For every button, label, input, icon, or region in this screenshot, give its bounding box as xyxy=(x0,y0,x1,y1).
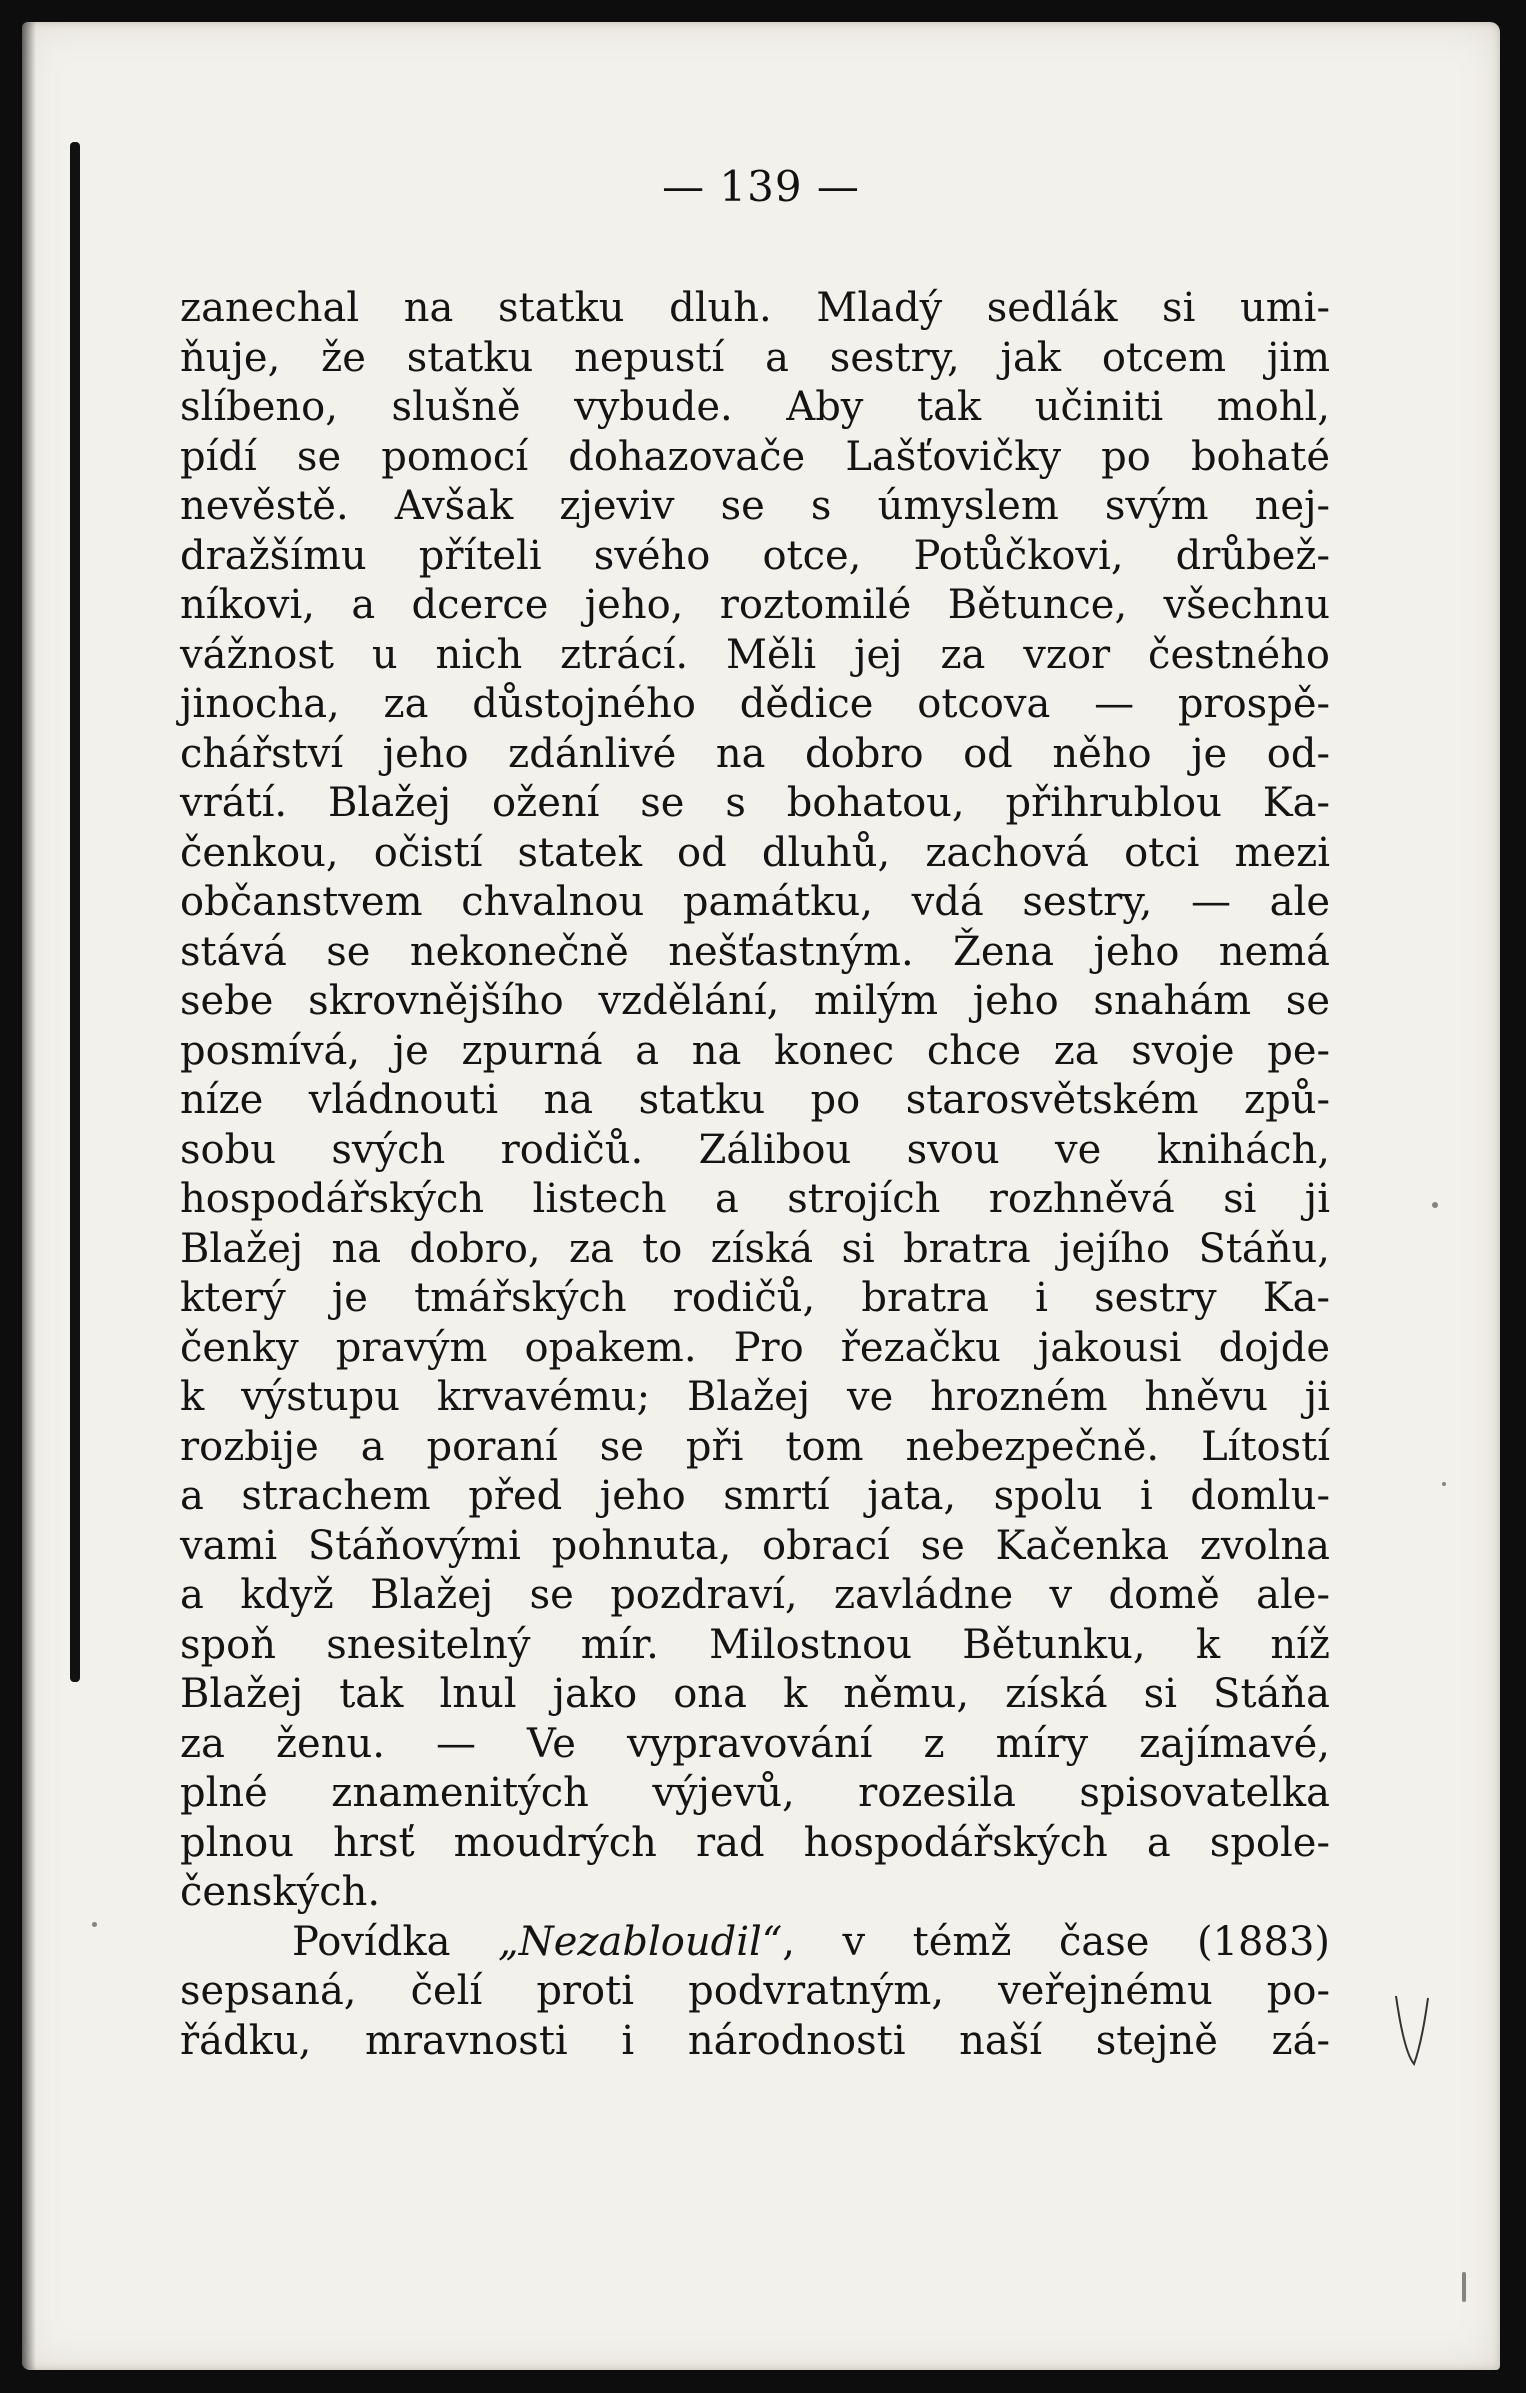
ink-speck xyxy=(92,1922,97,1927)
book-title: „Nezabloudil“ xyxy=(498,1918,783,1965)
ink-speck xyxy=(1462,2272,1466,2302)
text-line: rozbije a poraní se při tom nebezpečně. Lítostí xyxy=(180,1423,1330,1470)
text-line: Blažej tak lnul jako ona k němu, získá si Stáňa xyxy=(180,1671,1330,1717)
body-text xyxy=(180,284,1330,2066)
text-line: čenských. xyxy=(180,1869,381,1915)
text-line: a strachem před jeho smrtí jata, spolu i domlu- xyxy=(180,1473,1330,1519)
paper-sheet xyxy=(22,22,1500,2370)
text-line: řádku, mravnosti i národnosti naší stejně zá- xyxy=(180,2017,1330,2064)
text-line: slíbeno, slušně vybude. Aby tak učiniti mohl, xyxy=(180,384,1330,430)
text-line: stává se nekonečně nešťastným. Žena jeho nemá xyxy=(180,928,1330,975)
ink-flourish xyxy=(1392,1992,1432,2072)
text-fragment: Povídka xyxy=(292,1918,499,1965)
text-line: čenky pravým opakem. Pro řezačku jakousi dojde xyxy=(180,1324,1330,1371)
text-line: sepsaná, čelí proti podvratným, veřejnému po- xyxy=(180,1968,1330,2014)
text-line: níze vládnouti na statku po starosvětském způ- xyxy=(180,1077,1330,1123)
text-line: sobu svých rodičů. Zálibou svou ve knihách, xyxy=(180,1126,1330,1173)
page-number: — 139 — xyxy=(662,162,860,211)
text-line: čenkou, očistí statek od dluhů, zachová otci mezi xyxy=(180,829,1330,876)
ink-speck xyxy=(1432,1202,1438,1208)
text-line: a když Blažej se pozdraví, zavládne v domě ale- xyxy=(180,1572,1330,1618)
text-line: pídí se pomocí dohazovače Lašťovičky po bohaté xyxy=(180,433,1330,480)
text-line: hospodářských listech a strojích rozhněvá si ji xyxy=(180,1176,1330,1222)
text-line: ňuje, že statku nepustí a sestry, jak otcem jim xyxy=(180,334,1330,381)
text-line xyxy=(180,1918,1330,1968)
text-line: spoň snesitelný mír. Milostnou Bětunku, k níž xyxy=(180,1621,1330,1668)
text-line: chářství jeho zdánlivé na dobro od něho je od- xyxy=(180,730,1330,777)
paragraph-2 xyxy=(180,1918,1330,2067)
text-line: jinocha, za důstojného dědice otcova — prospě- xyxy=(180,681,1330,727)
text-line: vážnost u nich ztrácí. Měli jej za vzor čestného xyxy=(180,631,1330,678)
text-line: plné znamenitých výjevů, rozesila spisovatelka xyxy=(180,1770,1330,1816)
text-line: zanechal na statku dluh. Mladý sedlák si umi- xyxy=(180,285,1330,331)
text-line: Blažej na dobro, za to získá si bratra jejího Stáňu, xyxy=(180,1225,1330,1272)
paragraph-1 xyxy=(180,284,1330,1918)
ink-speck xyxy=(1442,1482,1446,1486)
text-line: dražšímu příteli svého otce, Potůčkovi, drůbež- xyxy=(180,532,1330,579)
text-line: vami Stáňovými pohnuta, obrací se Kačenka zvolna xyxy=(180,1522,1330,1569)
text-line: sebe skrovnějšího vzdělání, milým jeho snahám se xyxy=(180,978,1330,1024)
text-line: níkovi, a dcerce jeho, roztomilé Bětunce, všechnu xyxy=(180,582,1330,628)
paper-shadow-edge xyxy=(22,22,36,2370)
text-line: posmívá, je zpurná a na konec chce za svoje pe- xyxy=(180,1027,1330,1074)
binding-mark xyxy=(70,142,80,1682)
text-line: za ženu. — Ve vypravování z míry zajímavé, xyxy=(180,1720,1330,1767)
text-fragment: , v témž čase (1883) xyxy=(782,1918,1331,1965)
text-line: nevěstě. Avšak zjeviv se s úmyslem svým nej- xyxy=(180,483,1330,529)
text-line: plnou hrsť moudrých rad hospodářských a spole- xyxy=(180,1819,1330,1866)
text-line: občanstvem chvalnou památku, vdá sestry, — ale xyxy=(180,879,1330,925)
text-line: vrátí. Blažej ožení se s bohatou, přihrublou Ka- xyxy=(180,780,1330,826)
text-line: k výstupu krvavému; Blažej ve hrozném hněvu ji xyxy=(180,1374,1330,1420)
text-line: který je tmářských rodičů, bratra i sestry Ka- xyxy=(180,1275,1330,1321)
